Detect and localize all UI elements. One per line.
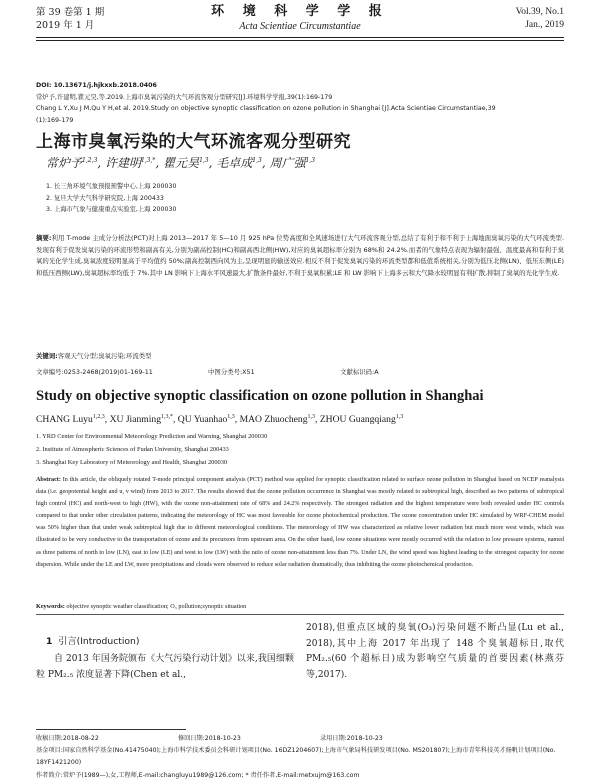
author-en: MAO Zhuocheng — [239, 414, 308, 426]
abstract-zh — [36, 233, 564, 280]
author-sup: 1,3 — [252, 157, 262, 164]
doi: DOI: 10.13671/j.hjkxxb.2018.0406 — [36, 82, 157, 89]
keywords-en — [36, 601, 564, 612]
header-rule — [36, 37, 564, 38]
received-date: 收稿日期:2018-08-22 — [36, 735, 99, 742]
author-sup: 1,3 — [307, 414, 316, 420]
keywords-en-text: objective synoptic weather classification; O₃ pollution;synoptic situation — [66, 603, 247, 610]
footnote-rule — [36, 729, 186, 730]
author-en: CHANG Luyu — [36, 414, 93, 426]
author-bio: 作者简介:常炉予(1989—),女,工程师,E-mail:changluyu1989@126.com; * 责任作者,E-mail:metxujm@163.com — [36, 771, 360, 779]
accepted-date: 录用日期:2018-10-23 — [319, 735, 383, 742]
author-zh: 毛卓成 — [216, 156, 253, 170]
article-number: 文章编号:0253-2468(2019)01-169-11 — [36, 368, 153, 376]
affiliation-zh: 1. 长三角环境气象预报预警中心,上海 200030 — [46, 183, 177, 190]
section-title: 引言(Introduction) — [58, 636, 140, 647]
author-sup: 1,2,3 — [82, 157, 98, 164]
keywords-zh-text: 客观天气分型;臭氧污染;环流类型 — [57, 352, 152, 360]
author-en: XU Jianming — [109, 414, 161, 426]
revised-date: 修回日期:2018-10-23 — [177, 735, 241, 742]
keywords-zh-label: 关键词: — [36, 352, 58, 360]
affiliations-zh — [46, 181, 177, 216]
journal-name-zh: 环 境 科 学 学 报 — [211, 4, 389, 19]
section-number: 1 — [46, 636, 53, 647]
funding-note: 基金项目:国家自然科学基金(No.41475040);上海市科学技术委员会科研计划项目(No. 16DZ1204607);上海市气象局科技研发项目(No. MS201807);上海市青年科技英才扬帆计划项目(No. 18YF1421200) — [36, 747, 556, 767]
article-meta-zh — [36, 367, 564, 378]
abstract-en-text: In this article, the obliquely rotated T-mode principal component analysis (PCT) method was applied for synoptic classification related to surface ozone pollution in Shanghai based on NCEP reanalysis data (i.e. geopotential height and u, v wind) from 2013 to 2017. The results showed that the ozone pollution occurrence in Shanghai was mostly related to subtropical high, described as two patterns of subtropical high control (HC) and north-west to high (HW), with the ozone non-attainment rate of 68% and 24.2% respectively. The strongest radiation and the highest temperature were both revealed under HC controls compared to that under other circulation patterns, indicating the meteorology of HC was most favorable for ozone photochemical production. The ozone concentration under HC simulated by WRF-CHEM model was 50% higher than that under weak subtropical high due to different meteorological conditions. The meteorology of HW was characterized as relative lower radiation but much more west winds, which was illustrated to be very conductive to the transportation of ozone and its precursors from upstream area. On the other hand, low ozone situations were mostly occurred with the relation to low pressure systems, named as three patterns of north to low (LN), east to low (LE) and west to low (LW) with the ratio of ozone non-attainment less than 7%. Under LN, the wind speed was highest leading to the strongest capacity for ozone dispersion. While under the LE and LW, more precipitations and clouds were observed to reduce solar radiation dramatically, thus inhibiting the ozone photochemical production. — [36, 477, 564, 568]
abstract-zh-text: 利用 T-mode 主成分分析法(PCT)对上海 2013—2017 年 5—10 月 925 hPa 位势高度和全风速场进行大气环流客观分型,总结了有利于和不利于上海地面臭氧污染的大气环流类型.发现有利于促发臭氧污染的环流形势和副高有关,分别为副高控制(HC)和副高西北侧(HW),对应的臭氧超标率分别为 68%和 24.2%.而者的气象特点表现为辐射最强、温度最高和有利于臭氧的光化学生成,臭氧浓度较明显高于平均值约 50%;副高控制西向风为主,呈现明显的输送效应.相反不利于促发臭氧污染的环流类型都和低值系统相关,分别为低压北侧(LN)、低压东侧(LE)和低压西侧(LW),臭氧超标率均低于 7%.其中 LN 影响下上海水平风速最大,扩散条件最好,不利于臭氧积累;LE 和 LW 影响下上海多云和大气降水较明显有利扩散,抑制了臭氧的光化学生成. — [36, 234, 565, 278]
affiliation-zh: 2. 复旦大学大气科学研究院,上海 200433 — [46, 194, 164, 202]
abstract-en — [36, 474, 564, 571]
author-zh: 常炉予 — [46, 156, 83, 170]
citation-en-cont: (1):169-179 — [36, 116, 74, 124]
author-zh: 瞿元昊 — [163, 156, 200, 170]
author-sup: 1,3 — [395, 414, 404, 420]
header-right — [516, 6, 564, 32]
body-column-left: 自 2013 年国务院颁布《大气污染行动计划》以来,我国细颗粒 PM₂.₅ 浓度显著下降(Chen et al., — [36, 654, 294, 680]
author-sup: 1,3,* — [161, 414, 173, 420]
author-sup: 1,3,* — [140, 157, 156, 164]
affiliation-en: 1. YRD Center for Environmental Meteorology Prediction and Warning, Shanghai 200030 — [36, 433, 268, 440]
abstract-rule — [36, 614, 564, 615]
citation-block — [36, 80, 564, 126]
body-column-right: 2018),但重点区域的臭氧(O₃)污染问题不断凸显(Lu et al., 2018),其中上海 2017 年出现了 148 个臭氧超标日,取代 PM₂.₅(60 个超标日)成为影响空气质量的首要因素(林燕芬等,2017). — [306, 623, 564, 680]
affiliations-en — [36, 431, 267, 469]
header-center — [0, 4, 600, 33]
date-en: Jan., 2019 — [525, 20, 564, 30]
header-rule-thin — [36, 40, 564, 41]
keywords-en-label: Keywords: — [36, 603, 65, 610]
abstract-en-label: Abstract: — [36, 477, 61, 483]
author-en: ZHOU Guangqiang — [319, 414, 396, 426]
clc-number: 中图分类号:X51 — [208, 368, 255, 376]
date-zh: 2019 年 1 月 — [36, 20, 95, 31]
authors-en: CHANG Luyu$^{1,2,3}$, XU Jianming$^{1,3,*}$, QU Yuanhao$^{1,3}$, MAO Zhuocheng$^{1,3}$, ZHOU Guangqiang$^{1,3}$ — [36, 414, 404, 426]
author-zh: 周广强 — [269, 156, 306, 170]
paper-title-en: Study on objective synoptic classification on ozone pollution in Shanghai — [36, 388, 484, 404]
dates-line — [36, 733, 564, 745]
author-sup: 1,2,3 — [92, 414, 105, 420]
section-heading — [46, 633, 139, 647]
citation-zh: 常炉予,许建明,瞿元昊,等.2019.上海市臭氧污染的大气环流客观分型研究[J].环境科学学报,39(1):169-179 — [36, 93, 333, 101]
authors-zh: 常炉予$^{1,2,3}$, 许建明$^{1,3,*}$, 瞿元昊$^{1,3}$, 毛卓成$^{1,3}$, 周广强$^{1,3}$ — [46, 156, 316, 170]
citation-en: Chang L Y,Xu J M,Qu Y H,et al. 2019.Study on objective synoptic classification on ozone pollution in Shanghai [J].Acta Scientiae Circumstantiae,39 — [36, 105, 496, 113]
footnotes — [36, 733, 564, 782]
journal-name-en: Acta Scientiae Circumstantiae — [239, 21, 361, 32]
author-sup: 1,3 — [199, 157, 209, 164]
document-code: 文献标识码:A — [340, 368, 379, 376]
author-sup: 1,3 — [227, 414, 235, 420]
author-sup: 1,3 — [305, 157, 316, 164]
volume-zh: 第 39 卷第 1 期 — [36, 7, 105, 18]
keywords-zh — [36, 351, 152, 362]
paper-title-zh: 上海市臭氧污染的大气环流客观分型研究 — [36, 132, 351, 152]
author-zh: 许建明 — [104, 156, 141, 170]
affiliation-en: 3. Shanghai Key Laboratory of Meteorology and Health, Shanghai 200030 — [36, 458, 228, 466]
author-en: QU Yuanhao — [177, 414, 228, 426]
affiliation-zh: 3. 上海市气象与健康重点实验室,上海 200030 — [46, 206, 177, 214]
volume-en: Vol.39, No.1 — [515, 7, 564, 17]
abstract-zh-label: 摘要: — [36, 234, 52, 242]
affiliation-en: 2. Institute of Atmospheric Sciences of Fudan University, Shanghai 200433 — [36, 445, 229, 453]
